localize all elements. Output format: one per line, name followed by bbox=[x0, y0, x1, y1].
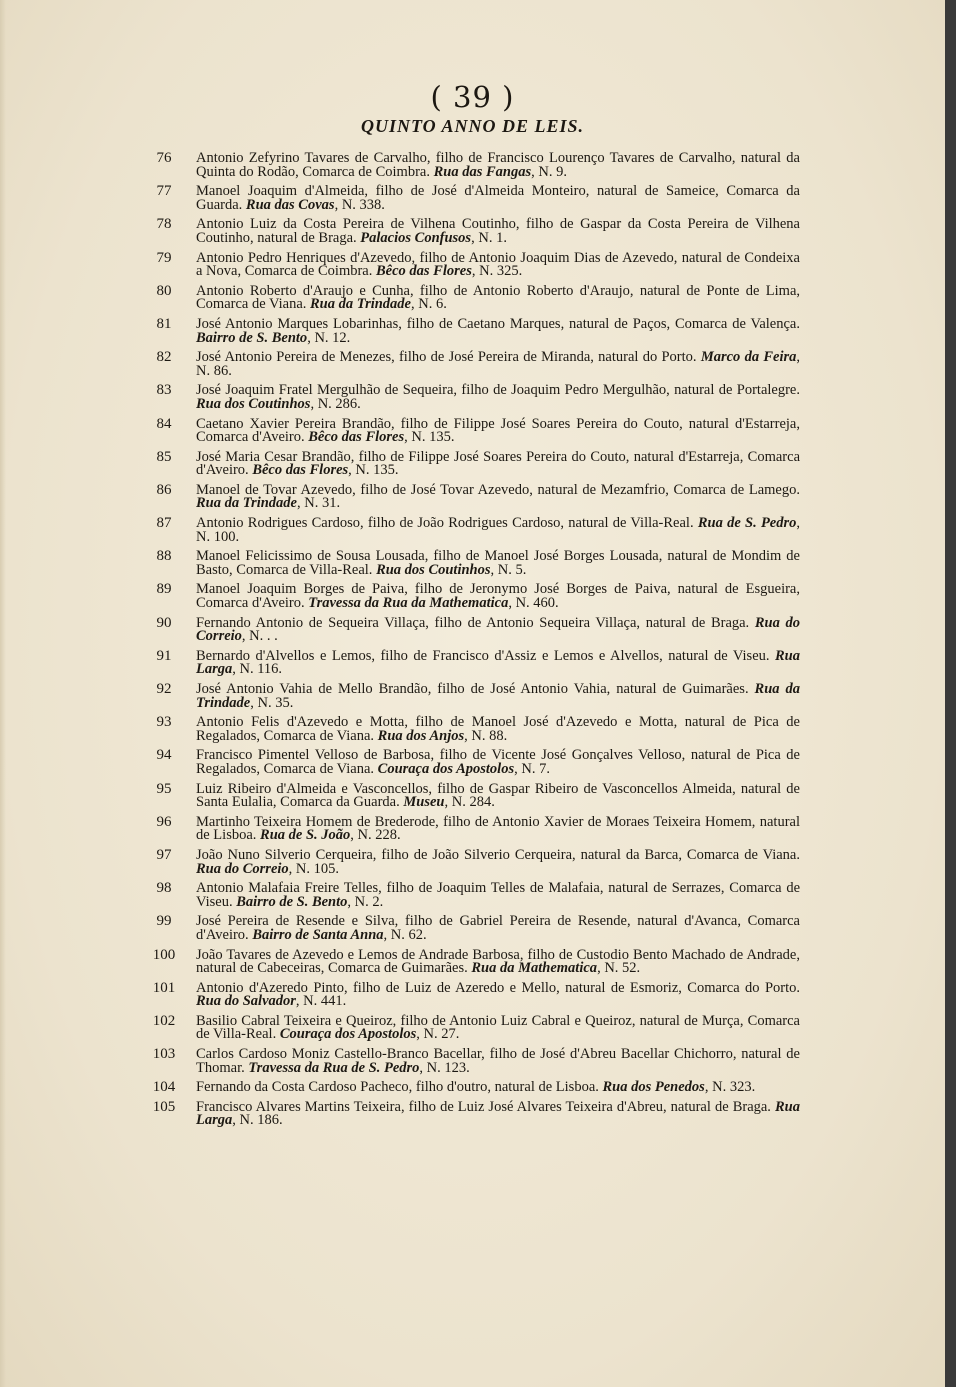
entry-address: Rua do Salvador bbox=[196, 993, 296, 1010]
list-item bbox=[140, 716, 800, 743]
list-item bbox=[140, 351, 800, 378]
entry-address: Rua dos Anjos bbox=[377, 727, 465, 744]
entry-text: Antonio d'Azeredo Pinto, filho de Luiz de Azeredo e Mello, natural de Esmoriz, Comarca do Porto. bbox=[196, 979, 800, 996]
entry-house-number: , N. 323. bbox=[704, 1079, 756, 1096]
entry-house-number: , N. 86. bbox=[196, 349, 801, 379]
entry-address: Rua dos Coutinhos bbox=[196, 395, 311, 412]
entry-address: Couraça dos Apostolos bbox=[377, 760, 515, 777]
entry-address: Bêco das Flores bbox=[308, 429, 405, 446]
entry-house-number: , N. 7. bbox=[514, 760, 550, 777]
entry-house-number: , N. 35. bbox=[250, 694, 294, 711]
entry-text: Manoel de Tovar Azevedo, filho de José Tovar Azevedo, natural de Mezamfrio, Comarca de Lamego. bbox=[196, 481, 800, 498]
entry-number: 98 bbox=[156, 880, 172, 897]
entry-house-number: , N. 116. bbox=[232, 661, 283, 678]
list-item bbox=[140, 979, 800, 1010]
entry-house-number: , N. 6. bbox=[411, 296, 447, 313]
entry-list bbox=[140, 152, 800, 1134]
entry-house-number: , N. 100. bbox=[196, 515, 801, 545]
entry-house-number: , N. 460. bbox=[508, 595, 559, 612]
entry-text: Martinho Teixeira Homem de Brederode, filho de Antonio Xavier de Moraes Teixeira Homem, natural de Lisboa. bbox=[196, 813, 800, 844]
list-item bbox=[140, 249, 800, 280]
entry-number: 104 bbox=[152, 1079, 176, 1096]
entry-number: 86 bbox=[156, 481, 172, 498]
entry-address: Palacios Confusos bbox=[360, 229, 472, 246]
entry-text: Luiz Ribeiro d'Almeida e Vasconcellos, filho de Gaspar Ribeiro de Vasconcellos Almeida, natural de Santa Eulalia, Comarca da Guarda. bbox=[196, 780, 800, 811]
entry-text: Antonio Pedro Henriques d'Azevedo, filho de Antonio Joaquim Dias de Azevedo, natural de Condeixa a Nova, Comarca de Coimbra. bbox=[196, 249, 800, 280]
entry-house-number: , N. 338. bbox=[334, 196, 385, 213]
entry-number: 92 bbox=[156, 681, 172, 697]
entry-text: Antonio Malafaia Freire Telles, filho de Joaquim Telles de Malafaia, natural de Serrazes, Comarca de Viseu. bbox=[196, 880, 800, 910]
entry-text: Carlos Cardoso Moniz Castello-Branco Bacellar, filho de José d'Abreu Bacellar Chichorro, natural de Thomar. bbox=[196, 1046, 800, 1076]
entry-address: Bêco das Flores bbox=[252, 462, 349, 479]
entry-house-number: , N. 12. bbox=[307, 329, 351, 346]
entry-address: Rua da Trindade bbox=[196, 495, 297, 512]
list-item bbox=[140, 614, 800, 645]
entry-text: José Antonio Vahia de Mello Brandão, filho de José Antonio Vahia, natural de Guimarães. bbox=[196, 681, 749, 697]
entry-number: 83 bbox=[156, 382, 172, 399]
entry-number: 79 bbox=[156, 249, 172, 266]
section-title: QUINTO ANNO DE LEIS. bbox=[360, 116, 585, 136]
entry-house-number: , N. 52. bbox=[597, 960, 641, 977]
entry-text: Manoel Joaquim d'Almeida, filho de José d'Almeida Monteiro, natural de Sameice, Comarca da Guarda. bbox=[196, 183, 800, 213]
list-item bbox=[140, 1012, 800, 1043]
list-item bbox=[140, 517, 800, 544]
list-item bbox=[140, 846, 800, 877]
entry-address: Marco da Feira bbox=[700, 349, 797, 366]
scan-margin bbox=[945, 0, 956, 1387]
entry-address: Bêco das Flores bbox=[375, 263, 472, 280]
entry-address: Rua dos Penedos bbox=[602, 1079, 705, 1096]
entry-address: Bairro de S. Bento bbox=[236, 893, 348, 910]
entry-number: 91 bbox=[156, 647, 172, 664]
entry-number: 95 bbox=[156, 780, 172, 797]
entry-address: Museu bbox=[403, 794, 445, 811]
entry-number: 81 bbox=[156, 315, 172, 332]
entry-address: Travessa da Rua da Mathematica bbox=[308, 595, 509, 612]
entry-number: 93 bbox=[156, 714, 172, 731]
entry-number: 99 bbox=[156, 913, 172, 930]
entry-house-number: , N. 31. bbox=[296, 495, 341, 512]
entry-number: 88 bbox=[156, 548, 172, 565]
entry-text: Fernando da Costa Cardoso Pacheco, filho d'outro, natural de Lisboa. bbox=[196, 1079, 599, 1096]
list-item bbox=[140, 1081, 800, 1095]
entry-address: Couraça dos Apostolos bbox=[279, 1026, 417, 1043]
list-item bbox=[140, 1098, 800, 1129]
entry-address: Rua de S. Pedro bbox=[697, 515, 797, 532]
list-item bbox=[140, 813, 800, 844]
entry-number: 94 bbox=[156, 747, 172, 764]
entry-number: 90 bbox=[156, 614, 172, 631]
list-item bbox=[140, 1048, 800, 1075]
entry-number: 84 bbox=[156, 415, 172, 432]
list-item bbox=[140, 882, 800, 909]
entry-house-number: , N. . . bbox=[241, 628, 278, 645]
entry-house-number: , N. 123. bbox=[419, 1059, 470, 1076]
entry-number: 105 bbox=[152, 1098, 176, 1115]
entry-house-number: , N. 2. bbox=[347, 893, 384, 910]
entry-number: 76 bbox=[156, 150, 172, 166]
entry-address: Bairro de S. Bento bbox=[196, 329, 308, 346]
entry-house-number: , N. 105. bbox=[288, 860, 340, 877]
list-item bbox=[140, 384, 800, 411]
list-item bbox=[140, 448, 800, 479]
entry-house-number: , N. 186. bbox=[232, 1112, 283, 1129]
entry-address: Rua Larga bbox=[196, 1098, 800, 1129]
entry-house-number: , N. 284. bbox=[444, 794, 495, 811]
entry-number: 77 bbox=[156, 183, 172, 200]
list-item bbox=[140, 550, 800, 577]
entry-house-number: , N. 135. bbox=[348, 462, 399, 479]
entry-address: Rua das Covas bbox=[245, 196, 335, 213]
entry-number: 102 bbox=[152, 1012, 176, 1029]
entry-house-number: , N. 1. bbox=[471, 229, 507, 246]
entry-address: Rua de S. João bbox=[260, 827, 351, 844]
entry-text: João Tavares de Azevedo e Lemos de Andrade Barbosa, filho de Custodio Bento Machado de Andrade, natural de Cabeceiras, Comarca de Guimarães. bbox=[196, 946, 800, 977]
entry-house-number: , N. 5. bbox=[490, 561, 527, 578]
entry-text: Caetano Xavier Pereira Brandão, filho de Filippe José Soares Pereira do Couto, natural d'Estarreja, Comarca d'Aveiro. bbox=[196, 415, 800, 446]
entry-address: Rua do Correio bbox=[196, 614, 800, 645]
entry-number: 82 bbox=[156, 349, 172, 366]
list-item bbox=[140, 683, 800, 710]
entry-text: José Antonio Marques Lobarinhas, filho de Caetano Marques, natural de Paços, Comarca de Valença. bbox=[196, 315, 800, 332]
entry-house-number: , N. 62. bbox=[383, 926, 427, 943]
entry-text: Antonio Felis d'Azevedo e Motta, filho de Manoel José d'Azevedo e Motta, natural de Pica de Regalados, Comarca de Viana. bbox=[196, 714, 800, 744]
entry-number: 89 bbox=[156, 581, 172, 598]
list-item bbox=[140, 780, 800, 811]
entry-number: 80 bbox=[156, 282, 172, 299]
entry-address: Rua da Trindade bbox=[310, 296, 411, 313]
entry-number: 78 bbox=[156, 216, 172, 233]
entry-house-number: , N. 27. bbox=[416, 1026, 460, 1043]
list-item bbox=[140, 315, 800, 346]
entry-number: 87 bbox=[156, 515, 172, 532]
entry-number: 97 bbox=[156, 846, 172, 863]
list-item bbox=[140, 583, 800, 610]
entry-text: Antonio Zefyrino Tavares de Carvalho, filho de Francisco Lourenço Tavares de Carvalho, natural da Quinta do Rodão, Comarca de Coimbra. bbox=[196, 150, 800, 180]
list-item bbox=[140, 749, 800, 776]
list-item bbox=[140, 152, 800, 179]
entry-text: Basilio Cabral Teixeira e Queiroz, filho de Antonio Luiz Cabral e Queiroz, natural de Murça, Comarca de Villa-Real. bbox=[196, 1012, 800, 1043]
entry-text: José Pereira de Resende e Silva, filho de Gabriel Pereira de Resende, natural d'Avanca, Comarca d'Aveiro. bbox=[196, 913, 800, 943]
entry-address: Rua da Trindade bbox=[196, 681, 800, 711]
entry-text: José Joaquim Fratel Mergulhão de Sequeira, filho de Joaquim Pedro Mergulhão, natural de Portalegre. bbox=[196, 382, 800, 399]
entry-number: 96 bbox=[156, 813, 172, 830]
entry-address: Rua dos Coutinhos bbox=[376, 561, 491, 578]
entry-house-number: , N. 9. bbox=[531, 163, 567, 180]
entry-address: Bairro de Santa Anna bbox=[252, 926, 384, 943]
entry-house-number: , N. 325. bbox=[471, 263, 523, 280]
entry-number: 103 bbox=[152, 1046, 176, 1063]
entry-text: José Antonio Pereira de Menezes, filho de José Pereira de Miranda, natural do Porto. bbox=[196, 349, 697, 366]
entry-text: José Maria Cesar Brandão, filho de Filippe José Soares Pereira do Couto, natural d'Estarreja, Comarca d'Aveiro. bbox=[196, 448, 800, 479]
entry-text: João Nuno Silverio Cerqueira, filho de João Silverio Cerqueira, natural da Barca, Comarca de Viana. bbox=[196, 846, 800, 863]
list-item bbox=[140, 282, 800, 313]
list-item bbox=[140, 946, 800, 977]
entry-text: Antonio Roberto d'Araujo e Cunha, filho de Antonio Roberto d'Araujo, natural de Ponte de Lima, Comarca de Viana. bbox=[196, 282, 800, 313]
list-item bbox=[140, 415, 800, 446]
entry-house-number: , N. 286. bbox=[310, 395, 361, 412]
entry-house-number: , N. 441. bbox=[295, 993, 347, 1010]
entry-text: Manoel Felicissimo de Sousa Lousada, filho de Manoel José Borges Lousada, natural de Mondim de Basto, Comarca de Villa-Real. bbox=[196, 548, 800, 578]
entry-address: Rua Larga bbox=[196, 647, 801, 678]
list-item bbox=[140, 647, 801, 678]
entry-text: Francisco Alvares Martins Teixeira, filho de Luiz José Alvares Teixeira d'Abreu, natural de Braga. bbox=[196, 1098, 771, 1115]
entry-house-number: , N. 135. bbox=[404, 429, 455, 446]
list-item bbox=[140, 915, 800, 942]
entry-number: 100 bbox=[152, 946, 176, 963]
entry-text: Francisco Pimentel Velloso de Barbosa, filho de Vicente José Gonçalves Velloso, natural de Pica de Regalados, Comarca de Viana. bbox=[196, 747, 800, 777]
list-item bbox=[140, 218, 800, 245]
list-item bbox=[140, 481, 800, 512]
entry-house-number: , N. 88. bbox=[464, 727, 508, 744]
page-left-shadow bbox=[0, 0, 6, 1387]
entry-text: Bernardo d'Alvellos e Lemos, filho de Francisco d'Assiz e Lemos e Alvellos, natural de Viseu. bbox=[196, 647, 770, 664]
entry-text: Manoel Joaquim Borges de Paiva, filho de Jeronymo José Borges de Paiva, natural de Esgueira, Comarca d'Aveiro. bbox=[196, 581, 800, 612]
entry-address: Rua das Fangas bbox=[433, 163, 532, 180]
entry-house-number: , N. 228. bbox=[350, 827, 401, 844]
entry-address: Rua da Mathematica bbox=[471, 960, 598, 977]
page-number: ( 39 ) bbox=[430, 80, 515, 114]
entry-text: Antonio Rodrigues Cardoso, filho de João Rodrigues Cardoso, natural de Villa-Real. bbox=[196, 515, 694, 532]
entry-text: Antonio Luiz da Costa Pereira de Vilhena Coutinho, filho de Gaspar da Costa Pereira de Vilhena Coutinho, natural de Braga. bbox=[196, 216, 800, 246]
entry-number: 85 bbox=[156, 448, 172, 465]
entry-address: Rua do Correio bbox=[196, 860, 289, 877]
entry-address: Travessa da Rua de S. Pedro bbox=[248, 1059, 420, 1076]
list-item bbox=[140, 185, 800, 212]
entry-text: Fernando Antonio de Sequeira Villaça, filho de Antonio Sequeira Villaça, natural de Braga. bbox=[196, 614, 750, 631]
entry-number: 101 bbox=[152, 979, 176, 996]
